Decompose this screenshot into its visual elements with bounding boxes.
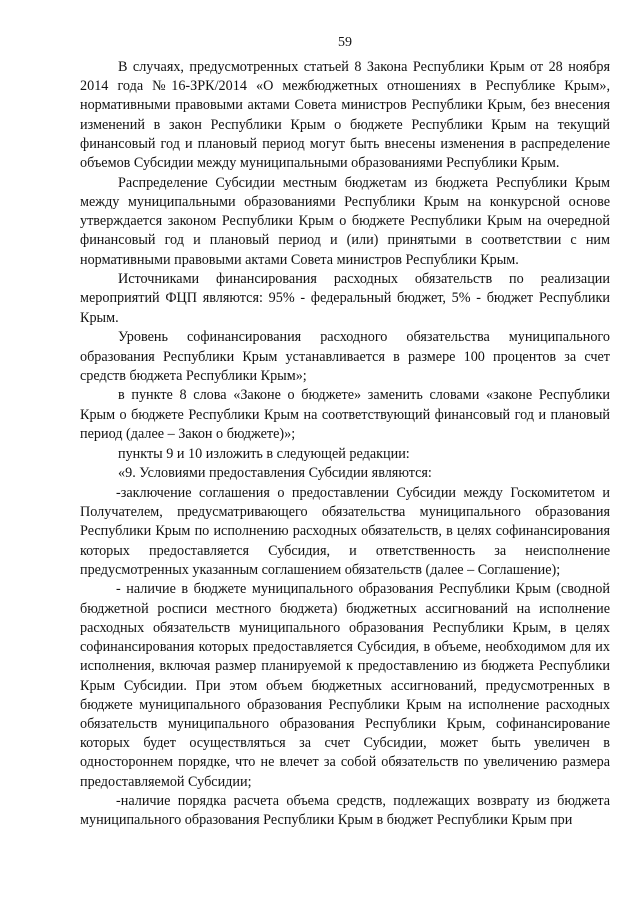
paragraph-funding-sources: Источниками финансирования расходных обязательств по реализации мероприятий ФЦП являются: 95% - федеральный бюджет, 5% - бюджет Республики Крым. <box>80 271 610 326</box>
paragraph-subsidy-distribution: Распределение Субсидии местным бюджетам из бюджета Республики Крым между муниципальными образованиями Республики Крым на конкурсной основе утверждается законом Республики Крым о бюджете Республики Крым на очередной финансовый год и плановый период и (или) принятыми в соответствии с ним нормативными правовыми актами Совета министров Республики Крым. <box>80 174 610 268</box>
paragraph-point-8-amendment: в пункте 8 слова «Законе о бюджете» заменить словами «законе Республики Крым о бюджете Республики Крым на соответствующий финансовый год и плановый период (далее – Закон о бюджете)»; <box>80 387 610 442</box>
paragraph-condition-budget-allocations: - наличие в бюджете муниципального образования Республики Крым (сводной бюджетной росписи местного бюджета) бюджетных ассигнований на исполнение расходных обязательств муниципального образования Республики Крым, в целях софинансирования которых предоставляется Субсидия, в объеме, необходимом для их исполнения, включая размер планируемой к предоставлению из бюджета Республики Крым Субсидии. При этом объем бюджетных ассигнований, предусмотренных в бюджете муниципального образования Республики Крым на исполнение расходных обязательств муниципального образования Республики Крым, софинансирование которых будет осуществляться за счет Субсидии, может быть увеличен в одностороннем порядке, что не влечет за собой обязательств по увеличению размера предоставляемой Субсидии; <box>80 581 610 790</box>
paragraph-condition-refund-procedure: -наличие порядка расчета объема средств, подлежащих возврату из бюджета муниципального образования Республики Крым в бюджет Республики Крым при <box>80 793 610 829</box>
paragraph-condition-agreement: -заключение соглашения о предоставлении Субсидии между Госкомитетом и Получателем, предусматривающего обязательства муниципального образования Республики Крым по исполнению расходных обязательств, в целях софинансирования которых предоставляется Субсидия, и ответственность за неисполнение предусмотренных указанным соглашением обязательств (далее – Соглашение); <box>80 484 610 578</box>
paragraph-point-9-heading: «9. Условиями предоставления Субсидии являются: <box>118 465 432 482</box>
paragraph-cofinancing-level: Уровень софинансирования расходного обязательства муниципального образования Республики Крым устанавливается в размере 100 процентов за счет средств бюджета Республики Крым»; <box>80 329 610 384</box>
page-number: 59 <box>338 35 352 50</box>
paragraph-budget-amendments: В случаях, предусмотренных статьей 8 Закона Республики Крым от 28 ноября 2014 года №16-ЗРК/2014 «О межбюджетных отношениях в Республике Крым», нормативными правовыми актами Совета министров Республики Крым, без внесения изменений в закон Республики Крым о бюджете Республики Крым на текущий финансовый год и плановый период могут быть внесены изменения в распределение объемов Субсидии между муниципальными образованиями Республики Крым. <box>80 59 610 172</box>
paragraph-points-9-10-intro: пункты 9 и 10 изложить в следующей редакции: <box>118 445 410 462</box>
